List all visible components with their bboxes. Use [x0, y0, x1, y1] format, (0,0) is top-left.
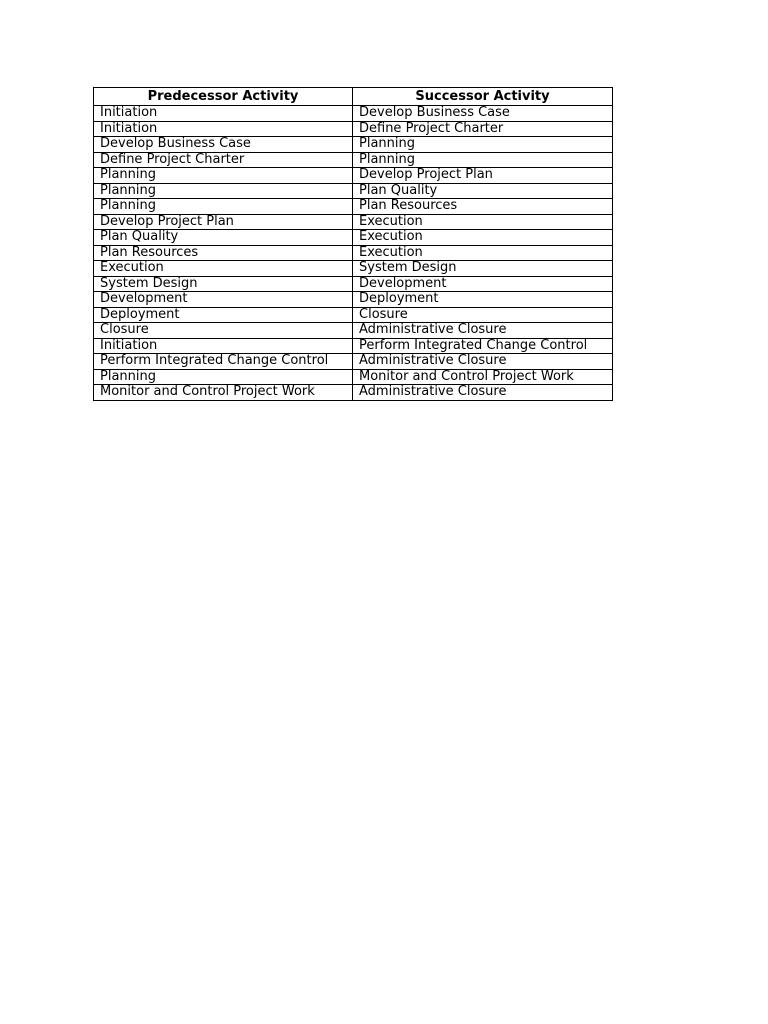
successor-cell: Perform Integrated Change Control: [353, 338, 613, 354]
table-row: [94, 338, 613, 354]
successor-cell: Administrative Closure: [353, 385, 613, 401]
predecessor-cell: Develop Business Case: [94, 137, 353, 153]
predecessor-cell: Plan Quality: [94, 230, 353, 246]
header-predecessor-activity: Predecessor Activity: [94, 88, 353, 106]
predecessor-cell: Deployment: [94, 307, 353, 323]
predecessor-cell: Planning: [94, 183, 353, 199]
predecessor-cell: Develop Project Plan: [94, 214, 353, 230]
table-row: [94, 385, 613, 401]
table-row: [94, 292, 613, 308]
table-header: [94, 88, 613, 106]
table-row: [94, 245, 613, 261]
predecessor-cell: Initiation: [94, 121, 353, 137]
header-successor-activity: Successor Activity: [353, 88, 613, 106]
table-row: [94, 230, 613, 246]
successor-cell: Monitor and Control Project Work: [353, 369, 613, 385]
successor-cell: Execution: [353, 245, 613, 261]
table-row: [94, 261, 613, 277]
predecessor-cell: Define Project Charter: [94, 152, 353, 168]
successor-cell: Administrative Closure: [353, 354, 613, 370]
successor-cell: Execution: [353, 230, 613, 246]
successor-cell: Develop Business Case: [353, 106, 613, 122]
successor-cell: Administrative Closure: [353, 323, 613, 339]
table-row: [94, 276, 613, 292]
activity-dependency-table: [93, 87, 613, 401]
predecessor-cell: Plan Resources: [94, 245, 353, 261]
successor-cell: Closure: [353, 307, 613, 323]
predecessor-cell: Closure: [94, 323, 353, 339]
successor-cell: Plan Resources: [353, 199, 613, 215]
predecessor-cell: Execution: [94, 261, 353, 277]
table-row: [94, 214, 613, 230]
predecessor-cell: Initiation: [94, 338, 353, 354]
table-row: [94, 199, 613, 215]
successor-cell: Planning: [353, 137, 613, 153]
table-row: [94, 121, 613, 137]
successor-cell: Development: [353, 276, 613, 292]
successor-cell: Plan Quality: [353, 183, 613, 199]
successor-cell: System Design: [353, 261, 613, 277]
table-row: [94, 137, 613, 153]
header-row: [94, 88, 613, 106]
predecessor-cell: Initiation: [94, 106, 353, 122]
successor-cell: Execution: [353, 214, 613, 230]
successor-cell: Define Project Charter: [353, 121, 613, 137]
predecessor-cell: Planning: [94, 168, 353, 184]
predecessor-cell: Planning: [94, 199, 353, 215]
table-row: [94, 183, 613, 199]
predecessor-cell: Development: [94, 292, 353, 308]
successor-cell: Develop Project Plan: [353, 168, 613, 184]
predecessor-cell: Perform Integrated Change Control: [94, 354, 353, 370]
predecessor-cell: Planning: [94, 369, 353, 385]
table-row: [94, 152, 613, 168]
table-body: [94, 106, 613, 401]
table-row: [94, 307, 613, 323]
table-row: [94, 168, 613, 184]
successor-cell: Deployment: [353, 292, 613, 308]
table-row: [94, 106, 613, 122]
predecessor-cell: Monitor and Control Project Work: [94, 385, 353, 401]
table-row: [94, 323, 613, 339]
table-row: [94, 354, 613, 370]
table-row: [94, 369, 613, 385]
successor-cell: Planning: [353, 152, 613, 168]
predecessor-cell: System Design: [94, 276, 353, 292]
